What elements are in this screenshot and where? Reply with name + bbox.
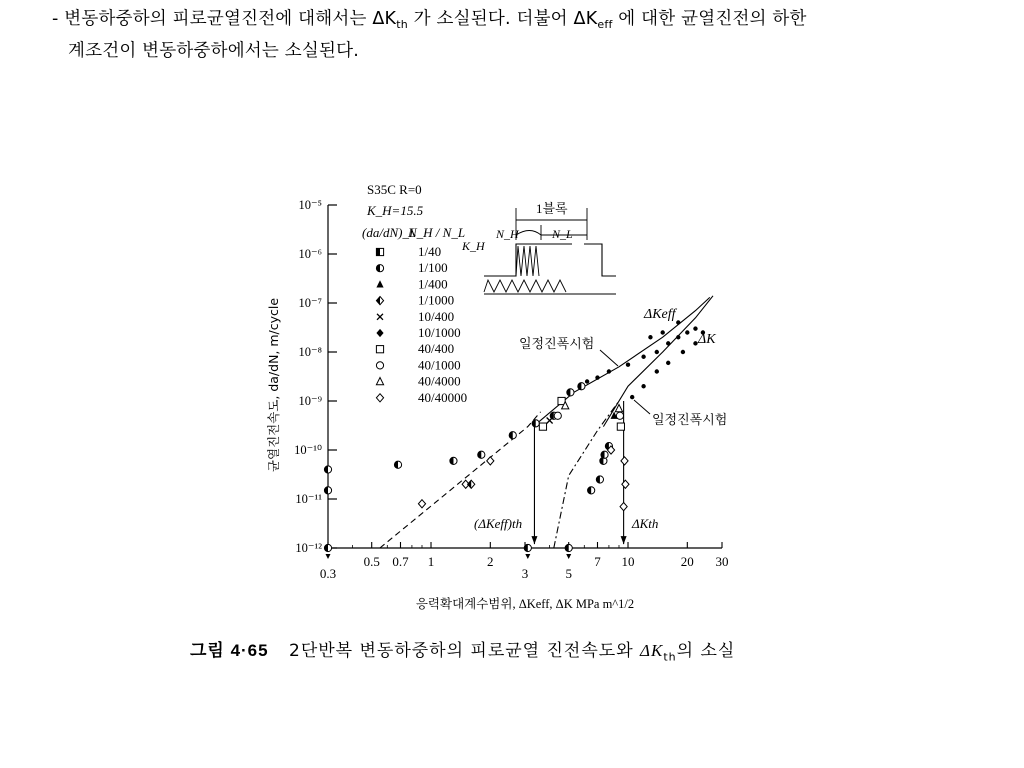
x-tick-label: 3 — [521, 566, 529, 581]
legend-label: 40/4000 — [418, 373, 461, 389]
data-point-filled-dot — [693, 341, 697, 345]
legend-marker-cross — [377, 314, 383, 320]
annot-dkeff-th: (ΔKeff)th — [474, 516, 523, 531]
data-point-diamond-open — [622, 480, 629, 488]
caption-text: 2단반복 변동하중하의 피로균열 진전속도와 — [289, 641, 641, 661]
intro-sub-eff: eff — [597, 18, 613, 31]
caption-text-end: 의 소실 — [676, 641, 736, 661]
y-tick-label: 10⁻⁶ — [298, 247, 322, 261]
caption-dk: ΔK — [640, 641, 664, 660]
legend-marker-circle-open — [376, 362, 383, 369]
inset-low-cycles — [484, 280, 566, 292]
data-point-filled-dot — [685, 330, 689, 334]
legend-marker-diamond-filled — [376, 329, 383, 337]
data-point-filled-dot — [595, 375, 599, 379]
data-point-half-circle — [324, 544, 331, 551]
data-point-filled-dot — [693, 326, 697, 330]
legend-title-2: K_H=15.5 — [367, 203, 424, 218]
annot-const-amp-2: 일정진폭시험 — [652, 412, 728, 427]
data-point-diamond-open — [621, 457, 628, 465]
inset-diagram — [461, 201, 616, 294]
chart-legend — [362, 182, 467, 405]
caption-number: 그림 4·65 — [190, 641, 269, 660]
data-point-half-circle — [596, 476, 603, 483]
y-tick-label: 10⁻⁵ — [298, 198, 322, 212]
x-tick-label: 1 — [427, 554, 435, 569]
legend-marker-square-open — [376, 346, 383, 353]
inset-kh-label: K_H — [462, 239, 485, 253]
data-point-half-circle — [565, 544, 572, 551]
data-point-filled-dot — [630, 395, 634, 399]
dkeff-th-arrow — [531, 536, 537, 544]
legend-label: 10/400 — [418, 308, 455, 324]
inset-nh-arc — [516, 231, 541, 236]
data-point-square-open — [617, 423, 624, 430]
y-tick-label: 10⁻⁷ — [298, 296, 322, 310]
x-tick-label: 0.3 — [319, 566, 337, 581]
data-point-filled-dot — [676, 320, 680, 324]
legend-marker-diamond-open — [376, 394, 383, 402]
annot-dkeff: ΔKeff — [644, 307, 676, 322]
data-point-filled-dot — [666, 361, 670, 365]
y-tick-label: 10⁻¹¹ — [295, 492, 322, 506]
x-tick-label: 2 — [487, 554, 494, 569]
data-point-half-circle — [509, 432, 516, 439]
axis-arrow — [326, 554, 331, 559]
figure-caption — [190, 636, 735, 663]
data-point-diamond-open — [487, 457, 494, 465]
data-point-filled-dot — [607, 369, 611, 373]
legend-marker-triangle-open — [376, 378, 383, 385]
axis-arrow — [566, 554, 571, 559]
data-point-circle-open — [554, 412, 561, 419]
data-point-half-circle — [450, 457, 457, 464]
data-point-circle-open — [616, 412, 623, 419]
y-tick-label: 10⁻⁸ — [298, 345, 322, 359]
inset-nl-label: N_L — [552, 227, 573, 241]
legend-label: 1/1000 — [418, 292, 455, 308]
inset-block-label: 1블록 — [536, 201, 568, 216]
data-point-half-circle — [394, 461, 401, 468]
x-tick-label: 0.5 — [363, 554, 380, 569]
data-point-filled-dot — [655, 369, 659, 373]
data-point-diamond-open — [418, 500, 425, 508]
legend-label: 1/40 — [418, 244, 442, 259]
axis-arrow — [525, 554, 530, 559]
x-tick-label: 0.7 — [392, 554, 409, 569]
legend-label: 10/1000 — [418, 325, 461, 340]
data-point-half-diamond — [468, 480, 475, 488]
chart-annotations — [474, 307, 727, 531]
data-point-half-circle — [588, 487, 595, 494]
data-point-filled-dot — [585, 379, 589, 383]
annot-dk: ΔK — [698, 332, 716, 347]
dashdot-curve — [554, 401, 619, 548]
legend-marker-triangle-filled — [376, 280, 383, 287]
legend-label: 40/400 — [418, 341, 455, 357]
legend-label: 1/100 — [418, 260, 448, 276]
data-point-half-circle — [532, 420, 539, 427]
annot-pointer-2 — [634, 400, 650, 414]
data-point-half-circle — [567, 389, 574, 396]
legend-title-1: S35C R=0 — [367, 182, 422, 197]
intro-line-1b: 가 소실된다. 더불어 ΔK — [407, 9, 598, 29]
x-tick-label: 10 — [621, 554, 635, 569]
data-point-filled-dot — [666, 341, 670, 345]
legend-marker-half-circle — [376, 265, 383, 272]
legend-header-right: N_H / N_L — [408, 225, 466, 240]
dkeff-curve — [533, 297, 710, 426]
data-point-filled-dot — [660, 330, 664, 334]
data-point-filled-dot — [655, 350, 659, 354]
intro-line-1a: - 변동하중하의 피로균열진전에 대해서는 ΔK — [52, 9, 397, 29]
legend-label: 40/40000 — [418, 389, 468, 405]
y-tick-label: 10⁻¹² — [295, 541, 322, 555]
data-point-half-circle — [601, 451, 608, 458]
intro-line-2: 계조건이 변동하중하에서는 소실된다. — [68, 41, 359, 61]
legend-header-left: (da/dN)_L — [362, 225, 417, 240]
data-point-filled-dot — [681, 350, 685, 354]
data-point-square-open — [539, 423, 546, 430]
legend-marker-half-diamond — [376, 297, 383, 305]
dkth-arrow — [621, 536, 627, 544]
legend-label: 40/1000 — [418, 357, 461, 373]
data-point-diamond-open — [620, 502, 627, 510]
legend-marker-half-square — [376, 248, 383, 255]
data-point-half-circle — [324, 466, 331, 473]
data-point-half-circle — [578, 383, 585, 390]
data-point-filled-dot — [626, 363, 630, 367]
caption-sub: th — [663, 650, 677, 664]
data-point-filled-dot — [676, 335, 680, 339]
data-point-half-circle — [478, 451, 485, 458]
data-point-half-circle — [524, 544, 531, 551]
y-axis-label: 균열진전속도, da/dN, m/cycle — [266, 297, 281, 473]
inset-nh-label: N_H — [496, 227, 519, 241]
data-point-cross — [547, 417, 553, 423]
data-point-filled-dot — [641, 355, 645, 359]
legend-label: 1/400 — [418, 276, 448, 292]
y-tick-label: 10⁻⁹ — [298, 394, 322, 408]
data-point-half-circle — [324, 487, 331, 494]
annot-pointer-1 — [600, 350, 618, 366]
data-point-filled-dot — [648, 335, 652, 339]
x-tick-label: 7 — [594, 554, 601, 569]
x-tick-label: 5 — [565, 566, 572, 581]
intro-line-1c: 에 대한 균열진전의 하한 — [612, 9, 807, 29]
x-tick-label: 30 — [715, 554, 729, 569]
annot-const-amp-1: 일정진폭시험 — [519, 336, 595, 351]
inset-waveform — [484, 244, 616, 276]
data-point-filled-dot — [641, 384, 645, 388]
annot-dk-th: ΔKth — [632, 516, 659, 531]
x-axis-label: 응력확대계수범위, ΔKeff, ΔK MPa m^1/2 — [415, 597, 635, 611]
inset-high-cycles — [516, 246, 539, 276]
intro-sub-th: th — [396, 18, 408, 31]
y-tick-label: 10⁻¹⁰ — [294, 443, 322, 457]
x-tick-label: 20 — [680, 554, 694, 569]
